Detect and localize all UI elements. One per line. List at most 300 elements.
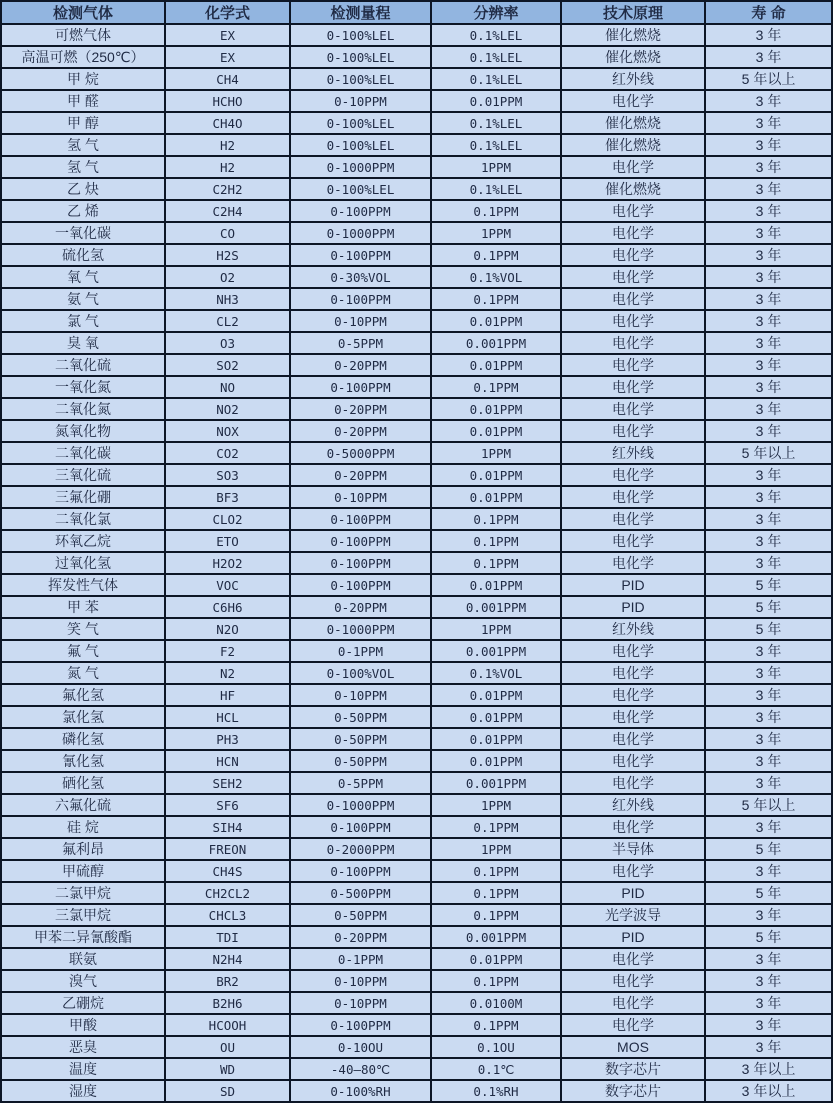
- table-cell: 乙硼烷: [1, 992, 165, 1014]
- table-row: [1, 90, 832, 112]
- table-cell: MOS: [561, 1036, 705, 1058]
- table-cell: CH4S: [165, 860, 290, 882]
- table-cell: 电化学: [561, 200, 705, 222]
- table-cell: 0-1000PPM: [290, 222, 431, 244]
- table-row: [1, 508, 832, 530]
- table-cell: 0.1PPM: [431, 882, 561, 904]
- table-cell: H2: [165, 156, 290, 178]
- table-cell: 氟利昂: [1, 838, 165, 860]
- table-cell: 3 年: [705, 728, 832, 750]
- table-cell: CO2: [165, 442, 290, 464]
- table-cell: 0.1PPM: [431, 288, 561, 310]
- table-cell: 0.01PPM: [431, 398, 561, 420]
- table-cell: 硫化氢: [1, 244, 165, 266]
- table-cell: 0-1PPM: [290, 948, 431, 970]
- table-cell: 电化学: [561, 288, 705, 310]
- table-cell: 过氧化氢: [1, 552, 165, 574]
- table-cell: 红外线: [561, 442, 705, 464]
- table-cell: 电化学: [561, 552, 705, 574]
- table-cell: 0-100%VOL: [290, 662, 431, 684]
- table-cell: CH4O: [165, 112, 290, 134]
- table-cell: 一氧化氮: [1, 376, 165, 398]
- table-cell: 0-100%RH: [290, 1080, 431, 1102]
- table-cell: 3 年: [705, 398, 832, 420]
- table-cell: 二氧化硫: [1, 354, 165, 376]
- table-cell: HCHO: [165, 90, 290, 112]
- table-cell: 可燃气体: [1, 24, 165, 46]
- table-row: [1, 1058, 832, 1080]
- table-cell: 0-2000PPM: [290, 838, 431, 860]
- table-cell: 0.001PPM: [431, 926, 561, 948]
- column-header-1: 化学式: [165, 1, 290, 24]
- table-row: [1, 420, 832, 442]
- table-row: [1, 618, 832, 640]
- table-cell: 3 年: [705, 508, 832, 530]
- table-row: [1, 156, 832, 178]
- table-cell: 0.1%LEL: [431, 134, 561, 156]
- table-cell: 催化燃烧: [561, 24, 705, 46]
- table-cell: CL2: [165, 310, 290, 332]
- table-cell: 0.1%LEL: [431, 24, 561, 46]
- table-cell: 二氯甲烷: [1, 882, 165, 904]
- table-cell: PID: [561, 926, 705, 948]
- table-cell: 二氧化氯: [1, 508, 165, 530]
- table-cell: 0.001PPM: [431, 772, 561, 794]
- table-cell: 0-100%LEL: [290, 24, 431, 46]
- table-cell: 0.001PPM: [431, 596, 561, 618]
- table-cell: BF3: [165, 486, 290, 508]
- table-row: [1, 772, 832, 794]
- table-cell: N2H4: [165, 948, 290, 970]
- table-cell: 0.1PPM: [431, 1014, 561, 1036]
- table-cell: 0.1PPM: [431, 508, 561, 530]
- table-cell: 氮 气: [1, 662, 165, 684]
- table-cell: 电化学: [561, 1014, 705, 1036]
- table-cell: 甲 醛: [1, 90, 165, 112]
- table-cell: 氮氧化物: [1, 420, 165, 442]
- table-cell: 0.1PPM: [431, 904, 561, 926]
- table-cell: 0.1PPM: [431, 816, 561, 838]
- table-cell: 联氨: [1, 948, 165, 970]
- table-cell: 5 年以上: [705, 794, 832, 816]
- table-row: [1, 332, 832, 354]
- table-cell: 笑 气: [1, 618, 165, 640]
- table-cell: 0-20PPM: [290, 596, 431, 618]
- table-cell: 3 年: [705, 904, 832, 926]
- table-cell: C2H2: [165, 178, 290, 200]
- table-cell: 半导体: [561, 838, 705, 860]
- table-row: [1, 134, 832, 156]
- table-row: [1, 200, 832, 222]
- table-cell: 电化学: [561, 640, 705, 662]
- table-cell: 3 年: [705, 112, 832, 134]
- table-cell: BR2: [165, 970, 290, 992]
- table-cell: 乙 烯: [1, 200, 165, 222]
- table-row: [1, 486, 832, 508]
- table-cell: 3 年: [705, 90, 832, 112]
- table-cell: 三氧化硫: [1, 464, 165, 486]
- table-cell: 1PPM: [431, 222, 561, 244]
- table-cell: 0-50PPM: [290, 706, 431, 728]
- table-cell: 氢 气: [1, 156, 165, 178]
- table-cell: 臭 氧: [1, 332, 165, 354]
- table-cell: CH4: [165, 68, 290, 90]
- table-cell: ETO: [165, 530, 290, 552]
- table-cell: 电化学: [561, 398, 705, 420]
- table-cell: HCOOH: [165, 1014, 290, 1036]
- table-cell: 3 年: [705, 750, 832, 772]
- table-cell: VOC: [165, 574, 290, 596]
- table-cell: 数字芯片: [561, 1080, 705, 1102]
- table-cell: 红外线: [561, 794, 705, 816]
- table-cell: 5 年: [705, 926, 832, 948]
- table-cell: TDI: [165, 926, 290, 948]
- table-cell: 0-100%LEL: [290, 112, 431, 134]
- table-cell: 0.1PPM: [431, 552, 561, 574]
- table-cell: 5 年: [705, 574, 832, 596]
- table-cell: 环氧乙烷: [1, 530, 165, 552]
- table-cell: 硅 烷: [1, 816, 165, 838]
- table-cell: 电化学: [561, 332, 705, 354]
- table-cell: O2: [165, 266, 290, 288]
- table-cell: 0-10PPM: [290, 310, 431, 332]
- table-cell: 0.01PPM: [431, 90, 561, 112]
- table-cell: 红外线: [561, 618, 705, 640]
- table-cell: N2: [165, 662, 290, 684]
- table-cell: 氯 气: [1, 310, 165, 332]
- table-cell: OU: [165, 1036, 290, 1058]
- table-cell: 0.01PPM: [431, 728, 561, 750]
- table-cell: 0.01PPM: [431, 948, 561, 970]
- table-cell: 0.1%LEL: [431, 178, 561, 200]
- table-cell: 电化学: [561, 508, 705, 530]
- table-cell: 0-5PPM: [290, 332, 431, 354]
- table-cell: 0.01PPM: [431, 354, 561, 376]
- table-cell: 电化学: [561, 970, 705, 992]
- table-row: [1, 530, 832, 552]
- table-cell: 0.1OU: [431, 1036, 561, 1058]
- table-cell: 电化学: [561, 486, 705, 508]
- table-cell: 0-100PPM: [290, 816, 431, 838]
- table-cell: SEH2: [165, 772, 290, 794]
- table-cell: 溴气: [1, 970, 165, 992]
- table-cell: 三氯甲烷: [1, 904, 165, 926]
- table-cell: 0-500PPM: [290, 882, 431, 904]
- table-row: [1, 684, 832, 706]
- table-cell: NOX: [165, 420, 290, 442]
- table-cell: 3 年: [705, 948, 832, 970]
- table-cell: 0.01PPM: [431, 310, 561, 332]
- table-cell: 0.01PPM: [431, 574, 561, 596]
- table-cell: EX: [165, 24, 290, 46]
- table-cell: 3 年: [705, 332, 832, 354]
- table-cell: 0.01PPM: [431, 750, 561, 772]
- table-row: [1, 926, 832, 948]
- table-cell: PID: [561, 596, 705, 618]
- table-cell: 3 年: [705, 706, 832, 728]
- table-cell: 催化燃烧: [561, 178, 705, 200]
- table-row: [1, 464, 832, 486]
- table-cell: 光学波导: [561, 904, 705, 926]
- table-cell: 0-5000PPM: [290, 442, 431, 464]
- table-cell: CH2CL2: [165, 882, 290, 904]
- table-cell: 3 年: [705, 772, 832, 794]
- table-cell: 5 年以上: [705, 68, 832, 90]
- table-cell: 3 年: [705, 1036, 832, 1058]
- table-cell: 甲 醇: [1, 112, 165, 134]
- table-cell: PID: [561, 882, 705, 904]
- table-cell: NO: [165, 376, 290, 398]
- table-cell: O3: [165, 332, 290, 354]
- table-cell: 氰化氢: [1, 750, 165, 772]
- table-cell: 0-100PPM: [290, 860, 431, 882]
- table-cell: 电化学: [561, 662, 705, 684]
- table-cell: 0-30%VOL: [290, 266, 431, 288]
- table-cell: 氨 气: [1, 288, 165, 310]
- table-cell: 0-10OU: [290, 1036, 431, 1058]
- table-cell: 0-100%LEL: [290, 68, 431, 90]
- table-cell: 0-100PPM: [290, 288, 431, 310]
- table-cell: 0-1000PPM: [290, 618, 431, 640]
- table-cell: 红外线: [561, 68, 705, 90]
- table-cell: 氧 气: [1, 266, 165, 288]
- table-cell: B2H6: [165, 992, 290, 1014]
- table-cell: 0-100PPM: [290, 1014, 431, 1036]
- table-row: [1, 816, 832, 838]
- table-cell: 3 年以上: [705, 1058, 832, 1080]
- table-row: [1, 24, 832, 46]
- table-row: [1, 948, 832, 970]
- table-cell: 0-10PPM: [290, 486, 431, 508]
- table-cell: 电化学: [561, 156, 705, 178]
- table-row: [1, 706, 832, 728]
- table-cell: 1PPM: [431, 794, 561, 816]
- table-cell: 电化学: [561, 376, 705, 398]
- table-cell: 0-10PPM: [290, 992, 431, 1014]
- table-cell: PH3: [165, 728, 290, 750]
- table-cell: 温度: [1, 1058, 165, 1080]
- table-cell: 5 年: [705, 882, 832, 904]
- table-cell: 0-100PPM: [290, 376, 431, 398]
- table-cell: 0-50PPM: [290, 904, 431, 926]
- column-header-4: 技术原理: [561, 1, 705, 24]
- table-cell: 催化燃烧: [561, 112, 705, 134]
- table-cell: 0.01PPM: [431, 420, 561, 442]
- table-cell: F2: [165, 640, 290, 662]
- table-cell: 3 年: [705, 552, 832, 574]
- table-cell: 电化学: [561, 222, 705, 244]
- table-cell: HF: [165, 684, 290, 706]
- table-cell: H2O2: [165, 552, 290, 574]
- table-cell: 1PPM: [431, 618, 561, 640]
- table-row: [1, 992, 832, 1014]
- table-cell: 电化学: [561, 992, 705, 1014]
- table-cell: 5 年以上: [705, 442, 832, 464]
- table-cell: 3 年: [705, 816, 832, 838]
- table-cell: NO2: [165, 398, 290, 420]
- table-cell: 3 年: [705, 992, 832, 1014]
- table-cell: 甲酸: [1, 1014, 165, 1036]
- table-cell: 3 年: [705, 24, 832, 46]
- table-cell: 催化燃烧: [561, 134, 705, 156]
- table-cell: 5 年: [705, 618, 832, 640]
- table-cell: 5 年: [705, 596, 832, 618]
- table-cell: 0.1PPM: [431, 970, 561, 992]
- table-header: [1, 1, 832, 24]
- table-row: [1, 1014, 832, 1036]
- table-row: [1, 178, 832, 200]
- table-cell: 0.1PPM: [431, 244, 561, 266]
- table-cell: 电化学: [561, 750, 705, 772]
- table-cell: 氟 气: [1, 640, 165, 662]
- table-cell: 氯化氢: [1, 706, 165, 728]
- table-row: [1, 266, 832, 288]
- table-row: [1, 442, 832, 464]
- table-cell: 3 年: [705, 156, 832, 178]
- table-cell: 恶臭: [1, 1036, 165, 1058]
- table-cell: CHCL3: [165, 904, 290, 926]
- table-cell: 0-10PPM: [290, 970, 431, 992]
- table-row: [1, 46, 832, 68]
- table-cell: 湿度: [1, 1080, 165, 1102]
- table-cell: 0.1%LEL: [431, 112, 561, 134]
- table-cell: C2H4: [165, 200, 290, 222]
- table-cell: 3 年: [705, 178, 832, 200]
- table-cell: 0.1PPM: [431, 530, 561, 552]
- table-cell: 0.1PPM: [431, 200, 561, 222]
- table-cell: 硒化氢: [1, 772, 165, 794]
- table-cell: 1PPM: [431, 838, 561, 860]
- table-cell: WD: [165, 1058, 290, 1080]
- column-header-0: 检测气体: [1, 1, 165, 24]
- table-cell: 0.1℃: [431, 1058, 561, 1080]
- table-cell: NH3: [165, 288, 290, 310]
- table-row: [1, 68, 832, 90]
- table-cell: SO3: [165, 464, 290, 486]
- table-cell: 甲 烷: [1, 68, 165, 90]
- table-cell: 0-5PPM: [290, 772, 431, 794]
- table-cell: 0.1PPM: [431, 376, 561, 398]
- table-cell: 0-100%LEL: [290, 178, 431, 200]
- table-cell: 3 年: [705, 354, 832, 376]
- table-cell: 0-100PPM: [290, 244, 431, 266]
- table-cell: 0.1%VOL: [431, 662, 561, 684]
- table-cell: HCN: [165, 750, 290, 772]
- table-row: [1, 882, 832, 904]
- table-cell: PID: [561, 574, 705, 596]
- table-cell: 3 年: [705, 970, 832, 992]
- table-cell: 0-20PPM: [290, 420, 431, 442]
- table-row: [1, 838, 832, 860]
- table-cell: 3 年: [705, 376, 832, 398]
- table-cell: 0.01PPM: [431, 486, 561, 508]
- table-cell: 0.0100M: [431, 992, 561, 1014]
- table-cell: 0-100PPM: [290, 530, 431, 552]
- table-row: [1, 970, 832, 992]
- table-cell: 电化学: [561, 464, 705, 486]
- table-cell: 0-50PPM: [290, 728, 431, 750]
- table-cell: SIH4: [165, 816, 290, 838]
- table-cell: 电化学: [561, 420, 705, 442]
- table-cell: CLO2: [165, 508, 290, 530]
- table-cell: 3 年: [705, 486, 832, 508]
- table-row: [1, 1036, 832, 1058]
- table-cell: 二氧化氮: [1, 398, 165, 420]
- table-cell: 3 年: [705, 134, 832, 156]
- table-cell: 数字芯片: [561, 1058, 705, 1080]
- table-cell: 0.01PPM: [431, 706, 561, 728]
- table-cell: 3 年以上: [705, 1080, 832, 1102]
- table-cell: 3 年: [705, 310, 832, 332]
- table-cell: HCL: [165, 706, 290, 728]
- table-cell: 0.1%LEL: [431, 68, 561, 90]
- table-row: [1, 1080, 832, 1102]
- table-row: [1, 794, 832, 816]
- table-cell: 催化燃烧: [561, 46, 705, 68]
- table-row: [1, 354, 832, 376]
- table-cell: H2: [165, 134, 290, 156]
- table-cell: 乙 炔: [1, 178, 165, 200]
- table-cell: 0-100PPM: [290, 552, 431, 574]
- table-cell: SD: [165, 1080, 290, 1102]
- table-cell: 3 年: [705, 222, 832, 244]
- table-row: [1, 728, 832, 750]
- table-cell: SF6: [165, 794, 290, 816]
- table-cell: 0-100PPM: [290, 574, 431, 596]
- table-cell: 电化学: [561, 266, 705, 288]
- table-cell: 甲硫醇: [1, 860, 165, 882]
- table-cell: -40—80℃: [290, 1058, 431, 1080]
- table-cell: 0-100%LEL: [290, 46, 431, 68]
- table-row: [1, 112, 832, 134]
- table-cell: 3 年: [705, 244, 832, 266]
- table-cell: 3 年: [705, 530, 832, 552]
- table-cell: 3 年: [705, 200, 832, 222]
- table-cell: 氟化氢: [1, 684, 165, 706]
- table-cell: 3 年: [705, 420, 832, 442]
- table-cell: CO: [165, 222, 290, 244]
- table-body: [1, 24, 832, 1102]
- table-cell: 0.1%VOL: [431, 266, 561, 288]
- table-cell: 0-10PPM: [290, 90, 431, 112]
- table-cell: 电化学: [561, 948, 705, 970]
- table-cell: 3 年: [705, 288, 832, 310]
- table-cell: 氢 气: [1, 134, 165, 156]
- table-cell: 0.001PPM: [431, 640, 561, 662]
- table-cell: 1PPM: [431, 442, 561, 464]
- table-cell: 电化学: [561, 310, 705, 332]
- table-cell: H2S: [165, 244, 290, 266]
- table-row: [1, 244, 832, 266]
- table-cell: 电化学: [561, 530, 705, 552]
- table-cell: FREON: [165, 838, 290, 860]
- table-row: [1, 288, 832, 310]
- table-cell: 3 年: [705, 684, 832, 706]
- table-row: [1, 640, 832, 662]
- table-cell: 0-50PPM: [290, 750, 431, 772]
- table-cell: 3 年: [705, 1014, 832, 1036]
- table-row: [1, 662, 832, 684]
- table-cell: 六氟化硫: [1, 794, 165, 816]
- table-cell: 3 年: [705, 266, 832, 288]
- table-cell: 0-20PPM: [290, 464, 431, 486]
- table-row: [1, 310, 832, 332]
- table-cell: SO2: [165, 354, 290, 376]
- table-cell: 0.1PPM: [431, 860, 561, 882]
- table-cell: 电化学: [561, 860, 705, 882]
- table-row: [1, 574, 832, 596]
- table-row: [1, 860, 832, 882]
